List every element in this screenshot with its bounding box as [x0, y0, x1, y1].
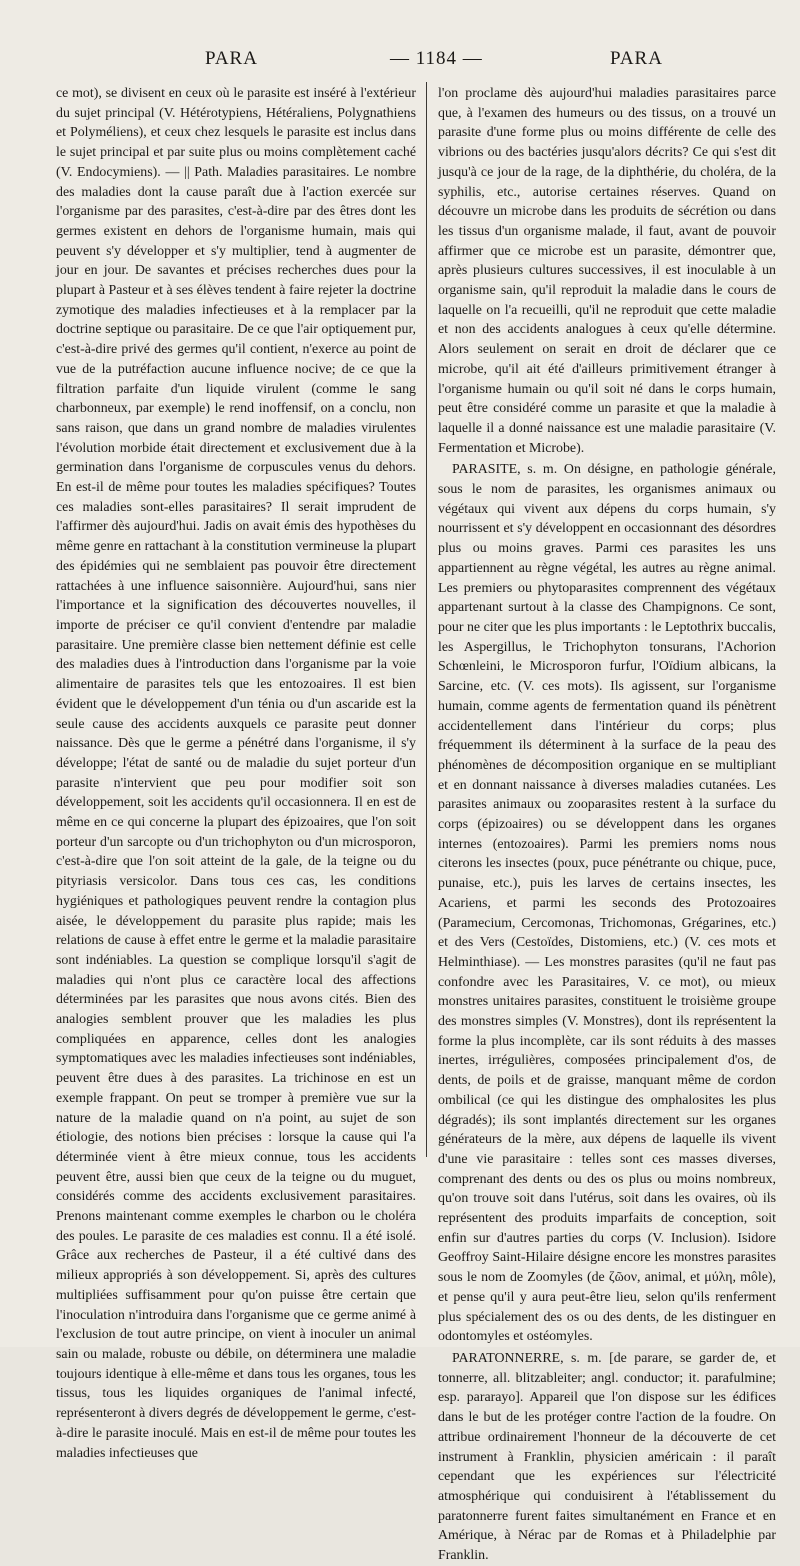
page-number: — 1184 —	[390, 48, 483, 69]
left-column	[56, 84, 416, 1461]
running-head-left: PARA	[205, 48, 258, 69]
column-divider	[426, 82, 427, 1157]
entry-parasite: PARASITE, s. m. On désigne, en pathologie générale, sous le nom de parasites, les organismes animaux ou végétaux qui vivent aux dépens du corps humain, s'y nourrissent et s'y développent en occasionnant des désordres plus ou moins graves. Parmi ces parasites les uns appartiennent au règne végétal, les autres au règne animal. Les premiers ou phytoparasites comprennent des végétaux appartenant surtout à la classe des Champignons. Ce sont, pour ne citer que les plus importants : le Leptothrix buccalis, les Aspergillus, le Trichophyton tonsurans, l'Achorion Schœnleini, le Microsporon furfur, l'Oïdium albicans, la Sarcine, etc. (V. ces mots). Ils agissent, sur l'organisme humain, comme agents de fermentation quand ils pénètrent accidentellement dans l'intérieur du corps; plus fréquemment ils déterminent à la surface de la peau des phénomènes de décomposition organique en se multipliant et en donnant naissance à diverses maladies cutanées. Les parasites animaux ou zooparasites restent à la surface du corps (épizoaires) ou se développent dans les organes internes (entozoaires). Parmi les premiers noms nous citerons les insectes (poux, puce pénétrante ou chique, puce, punaise, etc.), puis les larves de certains insectes, les Acariens, et parmi les seconds des Protozoaires (Paramecium, Cercomonas, Trichomonas, Grégarines, etc.) et des Vers (Cestoïdes, Distomiens, etc.) (V. ces mots et Helminthiase). — Les monstres parasites (qu'il ne faut pas confondre avec les Parasitaires, V. ce mot), ou mieux monstres unitaires parasites, constituent le troisième groupe des monstres simples (V. Monstres), dont ils représentent la forme la plus incomplète, car ils sont réduits à des masses inertes, irrégulières, composées principalement d'os, de dents, de poils et de graisse, manquant même de cordon ombilical (ce qui les distingue des omphalosites les plus dégradés); ils sont implantés directement sur les organes générateurs de la mère, aux dépens de laquelle ils vivent d'une vie parasitaire : telles sont ces masses diverses, comprenant des dents ou des os plus ou moins nombreux, qu'on trouve soit dans l'utérus, soit dans les ovaires, où ils représentent des produits imparfaits de conception, soit enfin sur d'autres parties du corps (V. Inclusion). Isidore Geoffroy Saint-Hilaire désigne encore les monstres parasites sous le nom de Zoomyles (de ζῶον, animal, et μύλη, môle), et pense qu'il y aura peut-être lieu, selon qu'ils renferment plus spécialement des os ou des dents, de les distinguer en odontomyles et ostéomyles.	[438, 462, 776, 1345]
entry-paratonnerre: PARATONNERRE, s. m. [de parare, se garder de, et tonnerre, all. blitzableiter; angl. conductor; it. parafulmine; esp. pararayo]. Appareil que l'on dispose sur les édifices dans le but de les protéger contre l'action de la foudre. On attribue ordinairement l'honneur de la découverte de cet instrument à Franklin, physicien américain : il paraît cependant que les expériences sur l'électricité atmosphérique qui conduisirent à l'établissement du paratonnerre furent faites simultanément en France et en Amérique, à Nérac par de Romas et à Philadelphie par Franklin.	[438, 1351, 776, 1564]
right-paragraph-maladies: l'on proclame dès aujourd'hui maladies parasitaires parce que, à l'examen des humeurs ou des tissus, on a trouvé un parasite d'une forme plus ou moins différente de celle des vibrions ou des bactéries jusqu'alors décrits? Ce qui s'est dit jusqu'à ce jour de la rage, de la diphthérie, du choléra, de la syphilis, etc., autorise certaines réserves. Quand on découvre un microbe dans les produits de sécrétion ou dans les tissus d'un organisme malade, il faut, avant de pouvoir affirmer que ce microbe est un parasite, démontrer que, après plusieurs cultures successives, il est inoculable à un organisme sain, qu'il reproduit la maladie dans le cours de laquelle on l'a recueilli, qu'il ne reproduit que cette maladie et non des accidents analogues à ceux qu'elle détermine. Alors seulement on serait en droit de déclarer que ce microbe, qu'il ait été d'ailleurs primitivement étranger à l'organisme humain ou qu'il soit né dans le corps humain, peut être considéré comme un parasite et que la maladie à laquelle il a donné naissance est une maladie parasitaire (V. Fermentation et Microbe).	[438, 86, 776, 456]
running-head-right: PARA	[610, 48, 663, 69]
left-paragraph: ce mot), se divisent en ceux où le parasite est inséré à l'extérieur du sujet principal (V. Hétérotypiens, Hétéraliens, Polygnathiens et Polyméliens), et ceux chez lesquels le parasite est inclus dans le sujet principal et par suite plus ou moins complètement caché (V. Endocymiens). — || Path. Maladies parasitaires. Le nombre des maladies dont la cause paraît due à l'action exercée sur l'organisme par des parasites, c'est-à-dire par des êtres dont les germes existent en dehors de l'organisme humain, mais qui peuvent s'y développer et s'y multiplier, tend à augmenter de jour en jour. De savantes et précises recherches dues pour la plupart à Pasteur et à ses élèves tendent à faire rejeter la doctrine zymotique des maladies infectieuses et à la remplacer par la doctrine septique ou parasitaire. De ce que l'air optiquement pur, c'est-à-dire privé des germes qu'il contient, n'exerce au point de vue de la putréfaction aucune influence nocive; de ce que la filtration parfaite d'un liquide virulent (comme le sang charbonneux, par exemple) le rend inoffensif, on a conclu, non sans raison, que dans un grand nombre de maladies virulentes l'évolution morbide était directement et exclusivement due à la germination dans l'organisme de corpuscules venus du dehors. En est-il de même pour toutes les maladies spécifiques? Toutes ces maladies sont-elles parasitaires? Il serait imprudent de l'affirmer dès aujourd'hui. Jadis on avait émis des hypothèses du même genre en rattachant à la constitution vermineuse la plupart des épidémies qui ne semblaient pas pouvoir être directement rattachées à une influence saisonnière. Aujourd'hui, sans nier l'importance et la signification des découvertes nouvelles, il importe de préciser ce qu'il convient d'entendre par maladie parasitaire. Une première classe bien nettement définie est celle des maladies dues à l'introduction dans l'organisme par la voie alimentaire de parasites tels que les entozoaires. Il est bien évident que le développement d'un ténia ou d'un ascaride est la seule cause des accidents auxquels ce parasite peut donner naissance. Dès que le germe a pénétré dans l'organisme, il s'y développe; l'état de santé ou de maladie du sujet porteur d'un parasite n'intervient que peu pour modifier soit son développement, soit les accidents qu'il occasionnera. Il en est de même en ce qui concerne la plupart des épizoaires, que l'on soit porteur d'un sarcopte ou d'un trichophyton ou d'un microsporon, c'est-à-dire que l'on soit atteint de la gale, de la teigne ou du pityriasis versicolor. Dans tous ces cas, les conditions hygiéniques et pathologiques peuvent rendre la contagion plus aisée, le développement du parasite plus rapide; mais les relations de cause à effet entre le germe et la maladie parasitaire sont indéniables. La question se complique lorsqu'il s'agit de maladies qui n'ont plus ce caractère local des affections déterminées par les parasites que nous avons cités. Bien des analogies semblent prouver que les maladies les plus compliquées en apparence, celles dont les analogies symptomatiques avec les maladies infectieuses sont indéniables, peuvent être dues à des parasites. La trichinose en est un exemple frappant. On peut se tromper à première vue sur la nature de la maladie quand on n'a point, au sujet de son étiologie, des notions bien précises : lorsque la cause qui l'a déterminée vient à être mieux connue, tous les accidents peuvent être, aussi bien que ceux de la teigne ou du muguet, considérés comme des accidents exclusivement parasitaires. Prenons maintenant comme exemples le charbon ou le choléra des poules. Le parasite de ces maladies est connu. Il a été isolé. Grâce aux recherches de Pasteur, il a été cultivé dans des milieux appropriés à son développement. Si, après des cultures multipliées suffisamment pour qu'on puisse être certain que l'inoculation n'introduira dans l'organisme que ce germe animé à l'exclusion de tout autre principe, on vient à inoculer un animal sain ou malade, robuste ou débile, on déterminera une maladie toujours identique à elle-même et dans tous les organes, tous les tissus, tous les liquides organiques de l'animal infecté, représenteront à divers degrés de développement le germe, c'est-à-dire le parasite inoculé. Mais en est-il de même pour toutes les maladies infectieuses que	[56, 86, 416, 1461]
right-column	[438, 84, 776, 1564]
page-header	[60, 40, 770, 76]
